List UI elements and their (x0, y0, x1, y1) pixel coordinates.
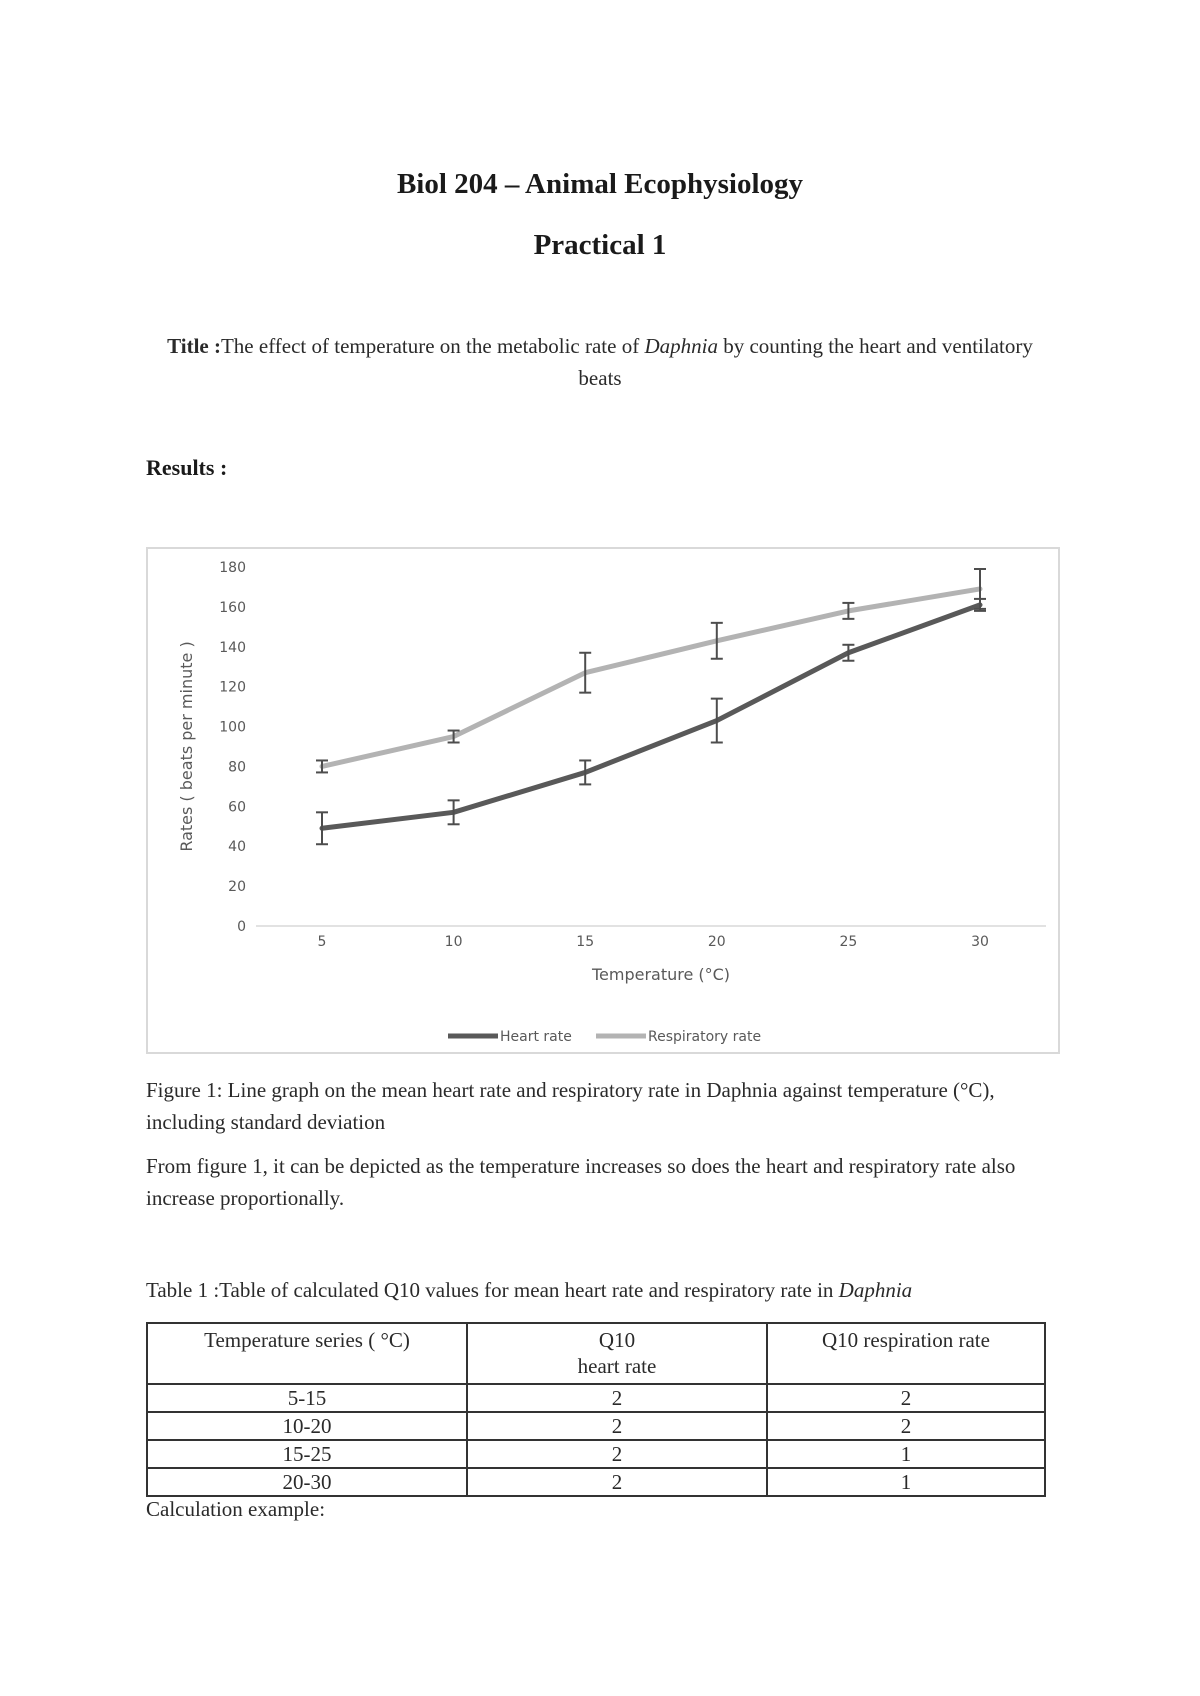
table-cell: 20-30 (147, 1468, 467, 1496)
table-cell: 2 (767, 1412, 1045, 1440)
x-axis-title: Temperature (°C) (591, 965, 731, 984)
y-tick-label: 0 (237, 919, 246, 935)
x-tick-label: 30 (971, 934, 989, 950)
legend-label: Respiratory rate (648, 1029, 762, 1045)
header-q10-label: Q10 (598, 1328, 636, 1352)
table-cell: 5-15 (147, 1384, 467, 1412)
y-tick-label: 40 (228, 839, 246, 856)
title-label: Title : (167, 334, 221, 358)
table-row (147, 1412, 1045, 1440)
title-species: Daphnia (644, 334, 718, 358)
series-line (322, 589, 980, 767)
table-row (147, 1384, 1045, 1412)
table-cell: 2 (467, 1384, 767, 1412)
header-q10-respiration-rate: Q10 respiration rate (767, 1323, 1045, 1384)
x-tick-label: 10 (444, 934, 463, 950)
y-tick-label: 180 (219, 560, 246, 576)
table-cell: 2 (467, 1440, 767, 1468)
legend-label: Heart rate (500, 1029, 572, 1045)
y-tick-label: 160 (219, 599, 246, 616)
y-tick-label: 20 (228, 879, 246, 896)
title-text-part-2: by counting the heart and ventilatory beats (578, 334, 1033, 390)
results-paragraph: From figure 1, it can be depicted as the temperature increases so does the heart and respiratory rate also increase proportionally. (146, 1154, 1016, 1210)
header-q10-heart-rate (467, 1323, 767, 1384)
course-title: Biol 204 – Animal Ecophysiology (396, 168, 804, 200)
series-line (322, 605, 980, 828)
q10-table (146, 1322, 1046, 1497)
table-caption-text: Table 1 :Table of calculated Q10 values for mean heart rate and respiratory rate in (146, 1278, 839, 1302)
figure-caption: Figure 1: Line graph on the mean heart rate and respiratory rate in Daphnia against temperature (°C), including standard deviation (146, 1078, 995, 1134)
chart-canvas (148, 549, 1058, 1052)
table-header-row (147, 1323, 1045, 1384)
header-temperature-series: Temperature series ( °C) (147, 1323, 467, 1384)
y-tick-label: 140 (219, 639, 246, 656)
table-row (147, 1440, 1045, 1468)
table-cell: 1 (767, 1468, 1045, 1496)
line-chart (146, 547, 1060, 1054)
table-caption (146, 1274, 1066, 1306)
header-heart-rate-label: heart rate (577, 1354, 657, 1378)
practical-title: Practical 1 (533, 229, 667, 261)
y-tick-label: 100 (219, 719, 246, 736)
y-axis-title: Rates ( beats per minute ) (177, 641, 196, 852)
table-cell: 2 (467, 1412, 767, 1440)
x-tick-label: 25 (839, 934, 858, 950)
table-cell: 2 (467, 1468, 767, 1496)
table-caption-species: Daphnia (838, 1278, 913, 1302)
table-cell: 10-20 (147, 1412, 467, 1440)
table-cell: 1 (767, 1440, 1045, 1468)
y-tick-label: 60 (228, 799, 246, 816)
title-text-part-1: The effect of temperature on the metabolic rate of (220, 334, 645, 358)
x-tick-label: 20 (707, 934, 726, 950)
y-tick-label: 80 (228, 759, 246, 776)
results-heading: Results : (146, 455, 228, 480)
table-cell: 15-25 (147, 1440, 467, 1468)
x-tick-label: 15 (576, 934, 595, 950)
table-cell: 2 (767, 1384, 1045, 1412)
x-tick-label: 5 (317, 934, 327, 950)
y-tick-label: 120 (219, 679, 246, 696)
calculation-example-label: Calculation example: (146, 1497, 326, 1521)
report-title (150, 330, 1050, 394)
table-row (147, 1468, 1045, 1496)
